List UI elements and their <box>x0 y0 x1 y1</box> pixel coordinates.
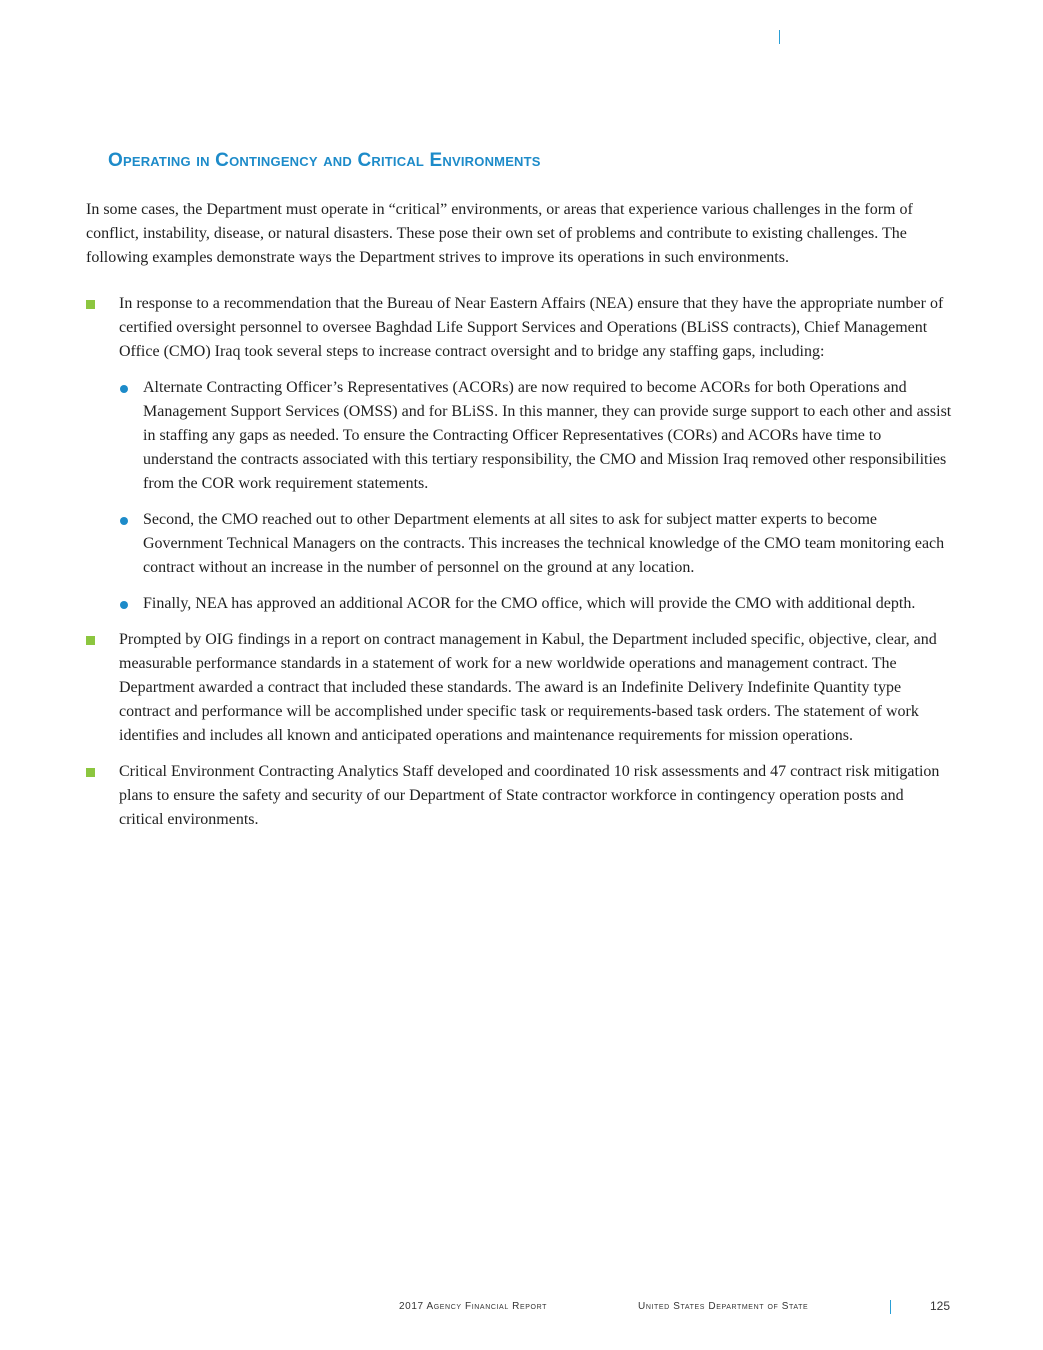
bullet-item-kabul-contract <box>86 628 952 748</box>
bullet-item-risk-assessments <box>86 760 952 832</box>
sub-bullet-text: Alternate Contracting Officer’s Representatives (ACORs) are now required to become ACORs for both Operations and Management Support Services (OMSS) and for BLiSS. In this manner, they can provide surge support to each other and assist in staffing any gaps as needed. To ensure the Contracting Officer Representatives (CORs) and ACORs have time to understand the contracts associated with this tertiary responsibility, the CMO and Mission Iraq removed other responsibilities from the COR work requirement statements. <box>143 379 952 492</box>
sub-bullet-item-technical-managers <box>119 508 952 580</box>
square-bullet-icon <box>86 636 95 645</box>
bullet-text: Prompted by OIG findings in a report on contract management in Kabul, the Department included specific, objective, clear, and measurable performance standards in a statement of work for a new worldwide operations and management contract. The Department awarded a contract that included these standards. The award is an Indefinite Delivery Indefinite Quantity type contract and performance will be accomplished under specific task or requirements-based task orders. The statement of work identifies and includes all known and anticipated operations and maintenance requirements for mission operations. <box>119 631 937 744</box>
square-bullet-icon <box>86 768 95 777</box>
dot-bullet-icon <box>120 601 128 609</box>
sub-bullet-list <box>119 376 952 616</box>
footer-report-title: 2017 Agency Financial Report <box>399 1301 547 1312</box>
sub-bullet-item-additional-acor <box>119 592 952 616</box>
footer-divider <box>890 1300 891 1314</box>
page-number: 125 <box>930 1299 951 1313</box>
bullet-list <box>86 292 952 844</box>
dot-bullet-icon <box>120 517 128 525</box>
section-heading: Operating in Contingency and Critical Environments <box>108 150 541 171</box>
intro-paragraph: In some cases, the Department must operate in “critical” environments, or areas that experience various challenges in the form of conflict, instability, disease, or natural disasters. These pose their own set of problems and contribute to existing challenges. The following examples demonstrate ways the Department strives to improve its operations in such environments. <box>86 201 913 266</box>
bullet-item-nea-oversight <box>86 292 952 616</box>
sub-bullet-text: Finally, NEA has approved an additional ACOR for the CMO office, which will provide the CMO with additional depth. <box>143 595 916 612</box>
sub-bullet-item-acors <box>119 376 952 496</box>
dot-bullet-icon <box>120 385 128 393</box>
bullet-text: Critical Environment Contracting Analytics Staff developed and coordinated 10 risk assessments and 47 contract risk mitigation plans to ensure the safety and security of our Department of State contractor workforce in contingency operation posts and critical environments. <box>119 763 940 828</box>
square-bullet-icon <box>86 300 95 309</box>
header-divider <box>779 30 780 44</box>
footer-agency-name: United States Department of State <box>638 1301 809 1312</box>
sub-bullet-text: Second, the CMO reached out to other Department elements at all sites to ask for subject matter experts to become Government Technical Managers on the contracts. This increases the technical knowledge of the CMO team monitoring each contract without an increase in the number of personnel on the ground at any location. <box>143 511 945 576</box>
bullet-text: In response to a recommendation that the Bureau of Near Eastern Affairs (NEA) ensure that they have the appropriate number of certified oversight personnel to oversee Baghdad Life Support Services and Operations (BLiSS contracts), Chief Management Office (CMO) Iraq took several steps to increase contract oversight and to bridge any staffing gaps, including: <box>119 295 944 360</box>
